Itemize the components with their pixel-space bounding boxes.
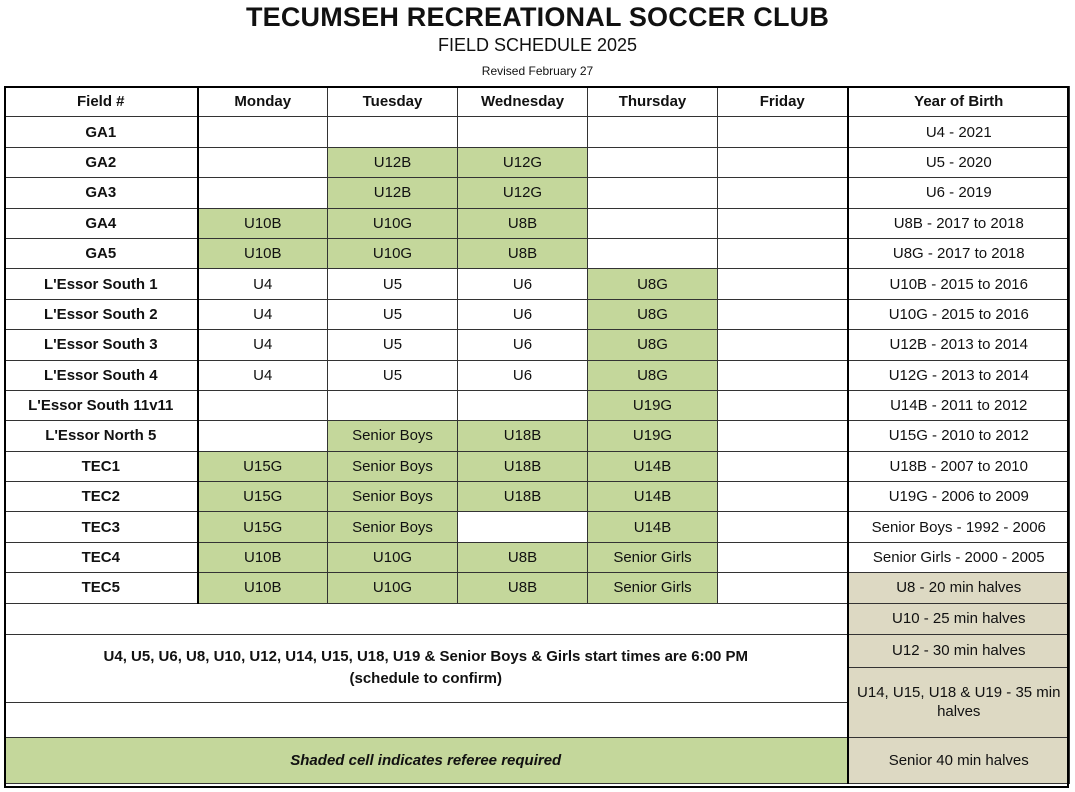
table-row (5, 330, 1070, 360)
schedule-cell-thursday: U14B (588, 512, 718, 542)
schedule-cell-thursday (588, 238, 718, 268)
column-header-year-of-birth: Year of Birth (848, 87, 1070, 117)
column-header-thursday: Thursday (588, 87, 718, 117)
schedule-cell-monday: U10B (198, 573, 328, 603)
table-row (5, 360, 1070, 390)
schedule-cell-monday (198, 178, 328, 208)
year-of-birth-cell: U10B - 2015 to 2016 (848, 269, 1070, 299)
schedule-cell-thursday: U8G (588, 269, 718, 299)
schedule-cell-friday (718, 299, 848, 329)
schedule-cell-friday (718, 512, 848, 542)
schedule-cell-friday (718, 360, 848, 390)
table-row (5, 299, 1070, 329)
field-name-cell: L'Essor South 1 (5, 269, 198, 299)
schedule-cell-monday (198, 421, 328, 451)
field-name-cell: TEC3 (5, 512, 198, 542)
schedule-cell-tuesday: U10G (328, 208, 458, 238)
schedule-cell-monday: U10B (198, 238, 328, 268)
field-name-cell: GA3 (5, 178, 198, 208)
schedule-cell-monday: U15G (198, 482, 328, 512)
field-name-cell: TEC1 (5, 451, 198, 481)
schedule-cell-thursday (588, 178, 718, 208)
year-of-birth-cell: U8 - 20 min halves (848, 573, 1070, 603)
schedule-cell-friday (718, 482, 848, 512)
field-name-cell: GA5 (5, 238, 198, 268)
schedule-cell-thursday (588, 117, 718, 147)
field-name-cell: L'Essor South 4 (5, 360, 198, 390)
start-time-line1: U4, U5, U6, U8, U10, U12, U14, U15, U18, U19 & Senior Boys & Girls start times are 6:00 PM (103, 648, 748, 666)
schedule-cell-friday (718, 269, 848, 299)
schedule-cell-thursday: Senior Girls (588, 542, 718, 572)
column-header-monday: Monday (198, 87, 328, 117)
field-name-cell: GA2 (5, 147, 198, 177)
schedule-cell-tuesday: U5 (328, 330, 458, 360)
column-header-friday: Friday (718, 87, 848, 117)
schedule-cell-wednesday (458, 512, 588, 542)
schedule-cell-friday (718, 208, 848, 238)
schedule-cell-thursday: U8G (588, 299, 718, 329)
schedule-cell-tuesday: U10G (328, 238, 458, 268)
schedule-cell-friday (718, 451, 848, 481)
schedule-cell-tuesday: U10G (328, 542, 458, 572)
table-row (5, 269, 1070, 299)
year-of-birth-cell: Senior Girls - 2000 - 2005 (848, 542, 1070, 572)
table-row (5, 542, 1070, 572)
year-of-birth-cell: U5 - 2020 (848, 147, 1070, 177)
page-subtitle: FIELD SCHEDULE 2025 (437, 35, 638, 55)
column-header-tuesday: Tuesday (328, 87, 458, 117)
schedule-cell-wednesday: U18B (458, 451, 588, 481)
schedule-cell-monday: U4 (198, 330, 328, 360)
schedule-cell-thursday: U14B (588, 451, 718, 481)
schedule-cell-tuesday: U5 (328, 360, 458, 390)
schedule-cell-friday (718, 421, 848, 451)
schedule-cell-friday (718, 390, 848, 420)
schedule-cell-wednesday: U12G (458, 178, 588, 208)
table-row (5, 512, 1070, 542)
revised-date: Revised February 27 (481, 64, 594, 78)
schedule-cell-thursday: U19G (588, 390, 718, 420)
start-time-note (5, 634, 848, 702)
field-schedule-table (4, 86, 1070, 784)
field-name-cell: L'Essor South 11v11 (5, 390, 198, 420)
schedule-cell-monday (198, 147, 328, 177)
table-row (5, 147, 1070, 177)
year-of-birth-cell: U6 - 2019 (848, 178, 1070, 208)
year-of-birth-cell: U8G - 2017 to 2018 (848, 238, 1070, 268)
start-time-line2: (schedule to confirm) (349, 670, 502, 688)
blank-row (5, 603, 848, 634)
schedule-cell-wednesday: U8B (458, 573, 588, 603)
table-row (5, 421, 1070, 451)
schedule-cell-tuesday: U12B (328, 147, 458, 177)
schedule-cell-friday (718, 117, 848, 147)
schedule-cell-monday: U10B (198, 542, 328, 572)
schedule-cell-monday: U10B (198, 208, 328, 238)
table-row (5, 238, 1070, 268)
year-of-birth-cell: U15G - 2010 to 2012 (848, 421, 1070, 451)
halves-cell: U10 - 25 min halves (848, 603, 1070, 634)
schedule-cell-wednesday: U6 (458, 299, 588, 329)
year-of-birth-cell: U4 - 2021 (848, 117, 1070, 147)
schedule-cell-thursday: U8G (588, 360, 718, 390)
schedule-cell-tuesday: U5 (328, 299, 458, 329)
year-of-birth-cell: U19G - 2006 to 2009 (848, 482, 1070, 512)
schedule-cell-tuesday: Senior Boys (328, 512, 458, 542)
year-of-birth-cell: U8B - 2017 to 2018 (848, 208, 1070, 238)
schedule-cell-thursday: U19G (588, 421, 718, 451)
field-name-cell: L'Essor South 3 (5, 330, 198, 360)
year-of-birth-cell: U10G - 2015 to 2016 (848, 299, 1070, 329)
schedule-cell-tuesday: Senior Boys (328, 451, 458, 481)
shading-legend: Shaded cell indicates referee required (5, 737, 848, 783)
field-name-cell: GA1 (5, 117, 198, 147)
table-row (5, 482, 1070, 512)
field-name-cell: TEC4 (5, 542, 198, 572)
schedule-cell-monday: U4 (198, 360, 328, 390)
schedule-cell-tuesday (328, 117, 458, 147)
schedule-cell-wednesday: U8B (458, 208, 588, 238)
schedule-cell-wednesday: U18B (458, 482, 588, 512)
blank-row (5, 702, 848, 737)
column-header-field: Field # (5, 87, 198, 117)
table-row (5, 117, 1070, 147)
schedule-cell-monday (198, 390, 328, 420)
field-name-cell: GA4 (5, 208, 198, 238)
schedule-cell-wednesday: U6 (458, 360, 588, 390)
field-name-cell: TEC2 (5, 482, 198, 512)
schedule-cell-tuesday: U10G (328, 573, 458, 603)
schedule-cell-friday (718, 330, 848, 360)
schedule-cell-monday: U15G (198, 512, 328, 542)
schedule-cell-wednesday (458, 117, 588, 147)
schedule-cell-thursday: U8G (588, 330, 718, 360)
schedule-cell-monday: U4 (198, 299, 328, 329)
schedule-cell-monday (198, 117, 328, 147)
schedule-cell-tuesday: Senior Boys (328, 482, 458, 512)
schedule-cell-thursday: Senior Girls (588, 573, 718, 603)
field-name-cell: L'Essor North 5 (5, 421, 198, 451)
halves-cell: U12 - 30 min halves (848, 634, 1070, 667)
schedule-cell-wednesday: U18B (458, 421, 588, 451)
schedule-cell-wednesday: U6 (458, 330, 588, 360)
year-of-birth-cell: Senior Boys - 1992 - 2006 (848, 512, 1070, 542)
schedule-cell-friday (718, 573, 848, 603)
table-row (5, 451, 1070, 481)
schedule-cell-thursday: U14B (588, 482, 718, 512)
schedule-cell-tuesday (328, 390, 458, 420)
schedule-cell-thursday (588, 208, 718, 238)
field-name-cell: L'Essor South 2 (5, 299, 198, 329)
halves-cell: U14, U15, U18 & U19 - 35 min halves (848, 667, 1070, 737)
year-of-birth-cell: U14B - 2011 to 2012 (848, 390, 1070, 420)
header-row (5, 87, 1070, 117)
schedule-cell-wednesday: U6 (458, 269, 588, 299)
schedule-cell-friday (718, 542, 848, 572)
table-row (5, 573, 1070, 603)
year-of-birth-cell: U12G - 2013 to 2014 (848, 360, 1070, 390)
year-of-birth-cell: U18B - 2007 to 2010 (848, 451, 1070, 481)
schedule-cell-tuesday: U12B (328, 178, 458, 208)
table-row (5, 390, 1070, 420)
schedule-cell-friday (718, 178, 848, 208)
column-header-wednesday: Wednesday (458, 87, 588, 117)
schedule-cell-thursday (588, 147, 718, 177)
halves-cell: Senior 40 min halves (848, 737, 1070, 783)
schedule-cell-wednesday: U8B (458, 542, 588, 572)
schedule-cell-friday (718, 238, 848, 268)
schedule-cell-monday: U4 (198, 269, 328, 299)
schedule-cell-wednesday (458, 390, 588, 420)
year-of-birth-cell: U12B - 2013 to 2014 (848, 330, 1070, 360)
field-name-cell: TEC5 (5, 573, 198, 603)
schedule-cell-friday (718, 147, 848, 177)
table-row (5, 208, 1070, 238)
table-row (5, 178, 1070, 208)
schedule-cell-monday: U15G (198, 451, 328, 481)
schedule-cell-wednesday: U12G (458, 147, 588, 177)
schedule-cell-wednesday: U8B (458, 238, 588, 268)
schedule-cell-tuesday: U5 (328, 269, 458, 299)
page-title: TECUMSEH RECREATIONAL SOCCER CLUB (245, 2, 830, 32)
schedule-cell-tuesday: Senior Boys (328, 421, 458, 451)
